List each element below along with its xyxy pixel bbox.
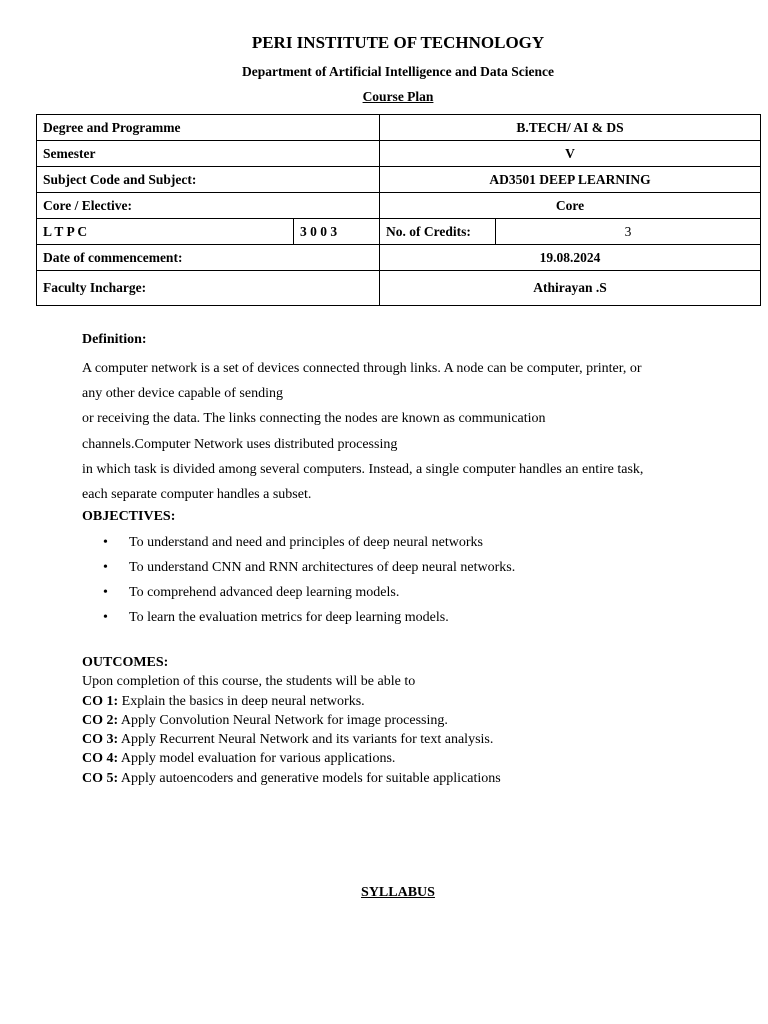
outcome-text: Apply model evaluation for various applications. [118,751,396,767]
definition-heading: Definition: [82,332,147,347]
faculty-label: Faculty Incharge: [37,271,380,306]
degree-label: Degree and Programme [37,115,380,141]
table-row [37,193,761,219]
definition-line: A computer network is a set of devices connected through links. A node can be computer, printer, or [82,361,642,376]
outcome-text: Explain the basics in deep neural networks. [118,693,365,709]
objective-text: To understand CNN and RNN architectures of deep neural networks. [129,560,516,575]
ltpc-label: L T P C [37,219,294,245]
outcome-item [82,711,722,730]
definition-line: in which task is divided among several computers. Instead, a single computer handles an entire task, [82,461,644,477]
semester-label: Semester [37,141,380,167]
list-item [82,606,515,631]
table-row [37,167,761,193]
definition-line: each separate computer handles a subset. [82,487,312,503]
syllabus-heading: SYLLABUS [361,885,435,900]
outcomes-heading: OUTCOMES: [82,655,169,670]
course-info-table [36,114,761,306]
credits-value: 3 [496,219,761,245]
objective-text: To learn the evaluation metrics for deep learning models. [129,610,449,625]
definition-line: or receiving the data. The links connecting the nodes are known as communication [82,411,546,427]
objectives-heading: OBJECTIVES: [82,509,176,524]
table-row [37,141,761,167]
semester-value: V [380,141,761,167]
table-row [37,219,761,245]
degree-value: B.TECH/ AI & DS [380,115,761,141]
outcome-text: Apply Convolution Neural Network for image processing. [118,712,448,728]
outcomes-intro: Upon completion of this course, the students will be able to [82,674,416,690]
core-label: Core / Elective: [37,193,380,219]
outcome-text: Apply Recurrent Neural Network and its variants for text analysis. [118,732,494,748]
list-item [82,556,515,581]
table-row [37,271,761,306]
bullet-icon: • [103,610,108,625]
bullet-icon: • [103,560,108,575]
objective-text: To understand and need and principles of deep neural networks [129,535,483,550]
objective-text: To comprehend advanced deep learning models. [129,585,400,600]
ltpc-value: 3 0 0 3 [294,219,380,245]
outcome-item [82,730,722,749]
table-row [37,115,761,141]
outcome-item [82,769,722,788]
core-value: Core [380,193,761,219]
outcome-code: CO 5: [82,770,119,786]
date-label: Date of commencement: [37,245,380,271]
date-value: 19.08.2024 [380,245,761,271]
department-title: Department of Artificial Intelligence and Data Science [242,64,554,79]
list-item [82,581,515,606]
bullet-icon: • [103,585,108,600]
institute-title: PERI INSTITUTE OF TECHNOLOGY [251,33,545,52]
objectives-list [82,531,515,631]
subject-label: Subject Code and Subject: [37,167,380,193]
outcome-code: CO 1: [82,693,119,709]
credits-label: No. of Credits: [380,219,496,245]
definition-line: channels.Computer Network uses distributed processing [82,436,398,452]
outcome-code: CO 2: [82,712,119,728]
bullet-icon: • [103,535,108,550]
definition-paragraph [82,356,722,507]
table-row [37,245,761,271]
outcome-item [82,692,722,711]
outcome-text: Apply autoencoders and generative models for suitable applications [118,770,501,786]
outcomes-section [82,653,722,788]
definition-line: any other device capable of sending [82,386,283,402]
faculty-value: Athirayan .S [380,271,761,306]
list-item [82,531,515,556]
outcome-code: CO 3: [82,732,119,748]
outcome-code: CO 4: [82,751,119,767]
outcome-item [82,749,722,768]
document-title: Course Plan [362,89,434,104]
subject-value: AD3501 DEEP LEARNING [380,167,761,193]
